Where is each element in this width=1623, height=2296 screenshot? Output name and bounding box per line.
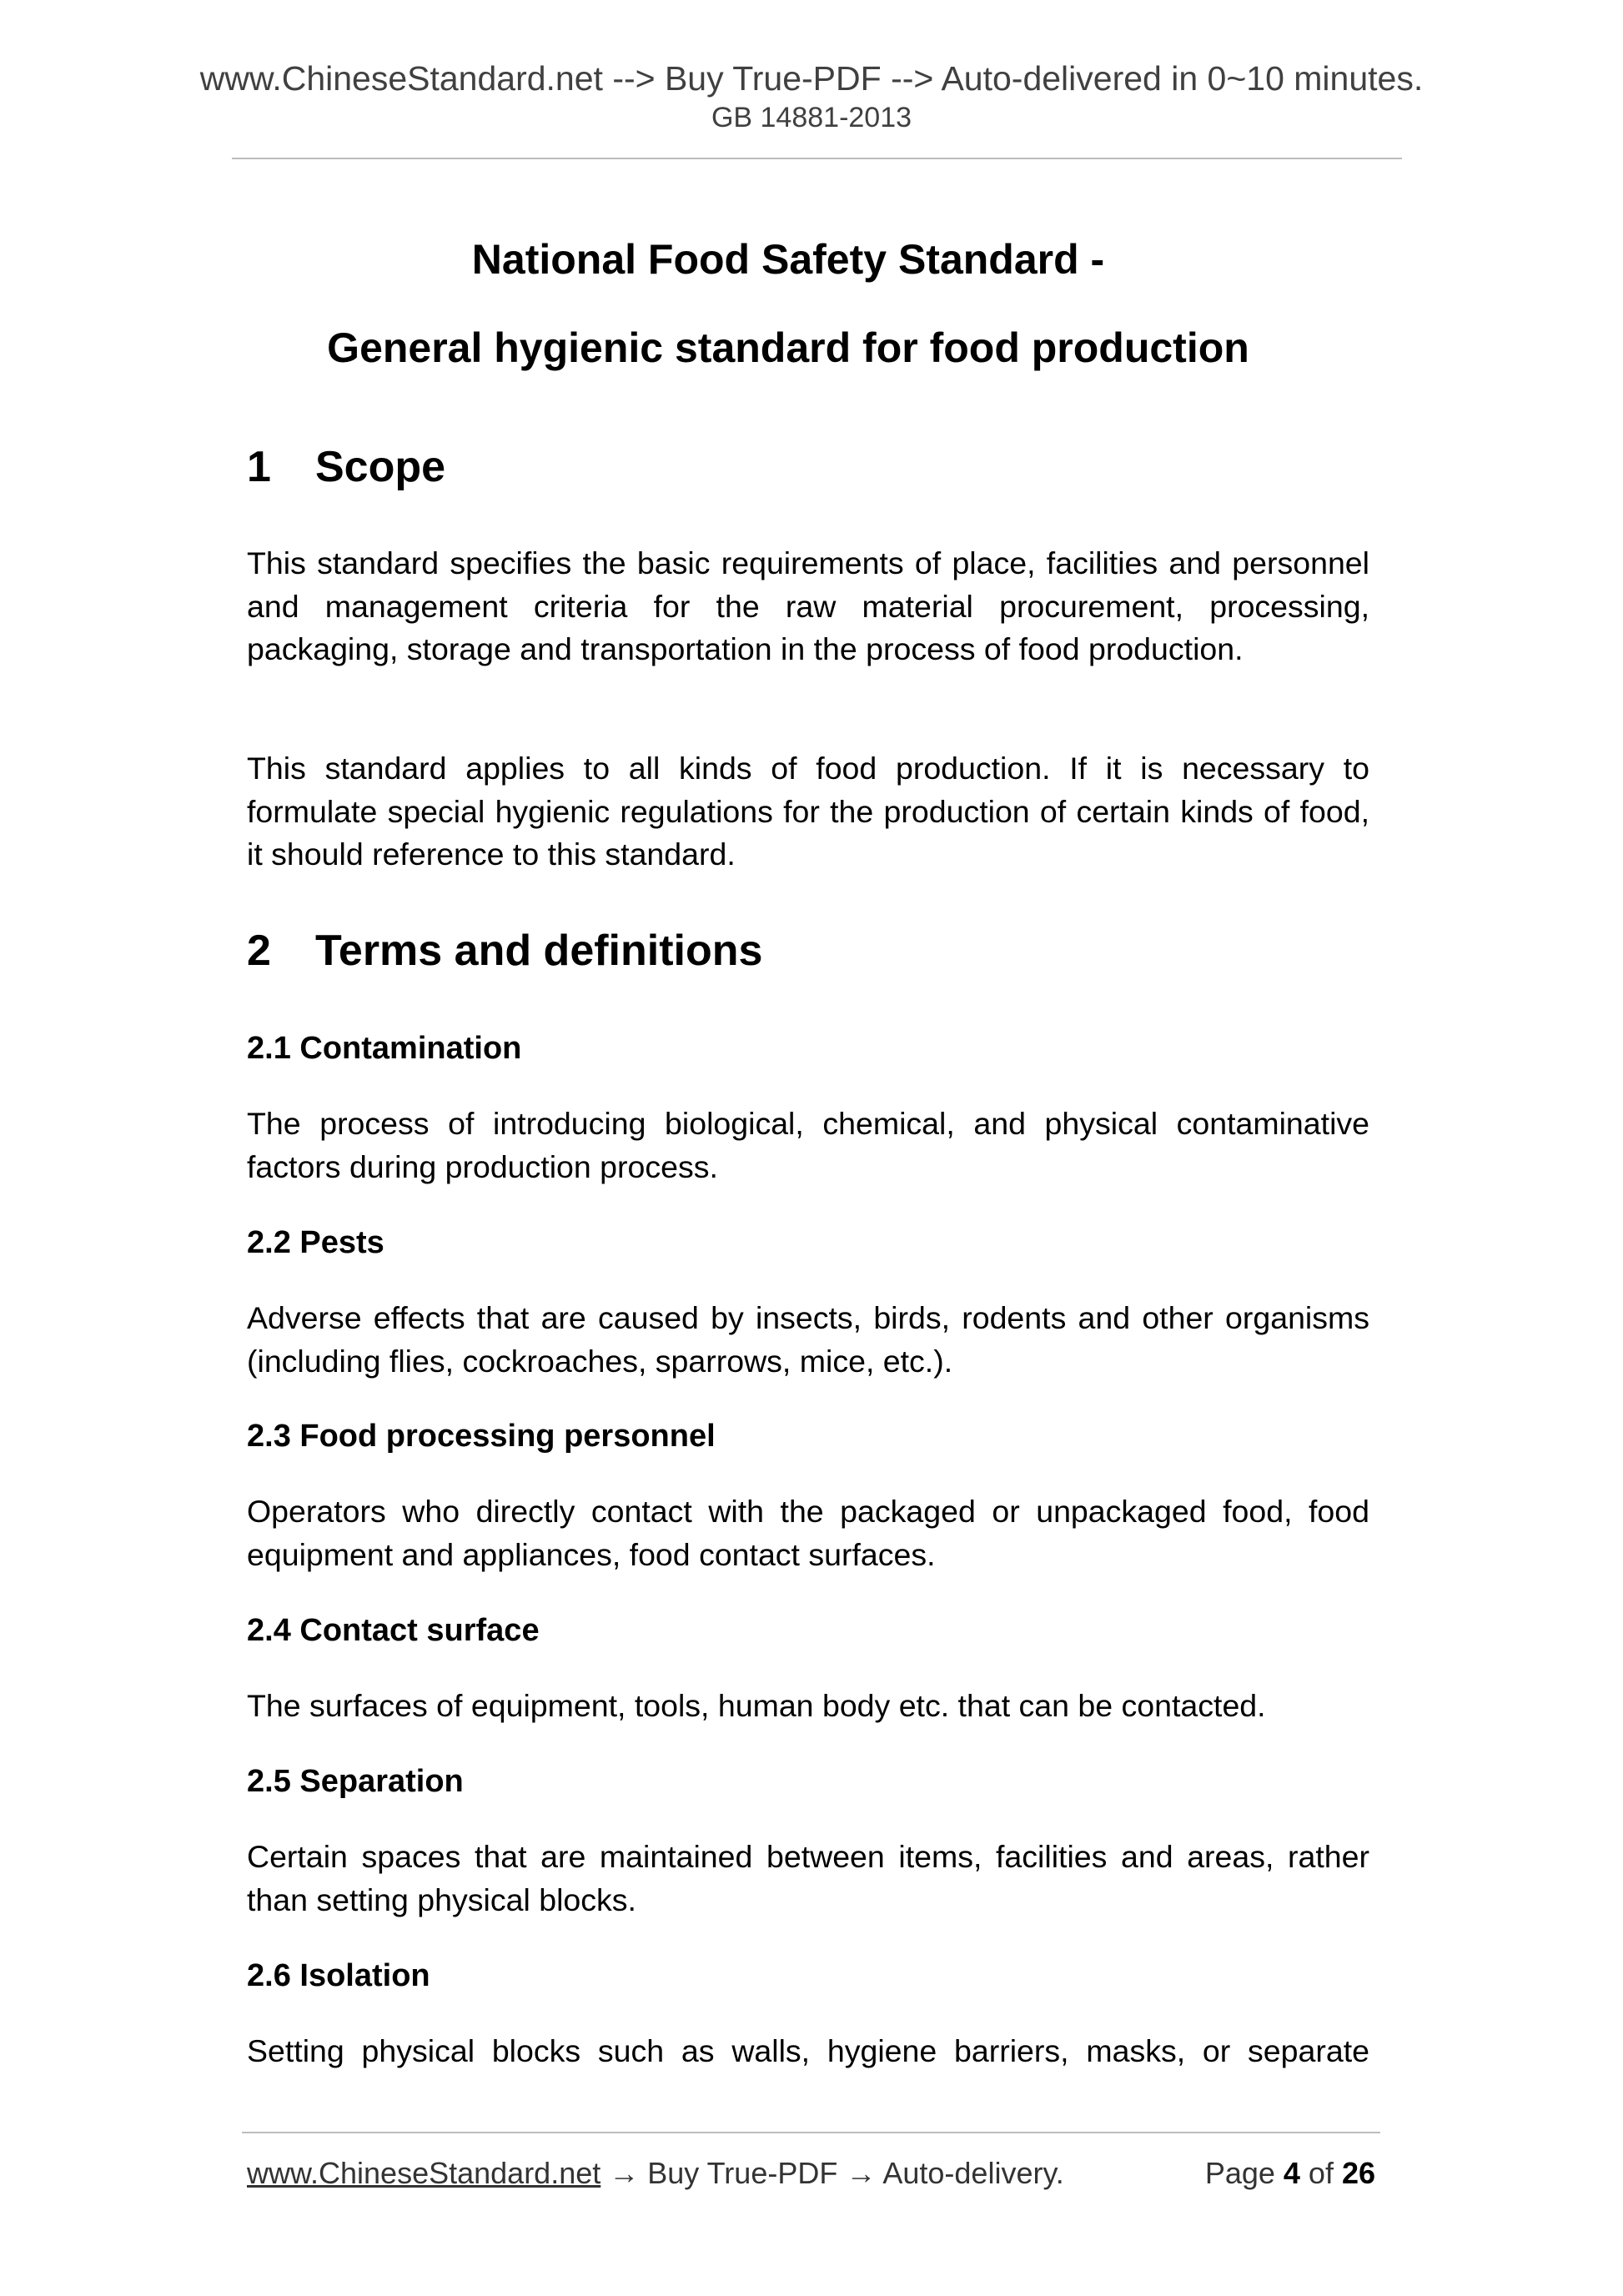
term-definition-isolation: Setting physical blocks such as walls, hygiene barriers, masks, or separate bbox=[247, 2033, 1369, 2068]
term-definition-contamination: The process of introducing biological, chemical, and physical contaminative factors during production process. bbox=[247, 1106, 1369, 1184]
footer-delivery-text: Auto-delivery. bbox=[882, 2156, 1064, 2190]
section-number: 2 bbox=[247, 927, 271, 975]
header-divider bbox=[232, 158, 1402, 159]
section-title: Scope bbox=[315, 443, 446, 491]
term-definition-separation: Certain spaces that are maintained between items, facilities and areas, rather than setting physical blocks. bbox=[247, 1839, 1369, 1917]
page-label: Page bbox=[1204, 2156, 1284, 2190]
page-current: 4 bbox=[1283, 2156, 1300, 2190]
term-heading-food-processing-personnel: 2.3 Food processing personnel bbox=[247, 1419, 716, 1454]
section-title: Terms and definitions bbox=[315, 927, 763, 975]
section-heading-scope bbox=[247, 445, 445, 489]
standard-code: GB 14881-2013 bbox=[711, 102, 912, 133]
term-heading-isolation: 2.6 Isolation bbox=[247, 1958, 430, 1993]
footer-links bbox=[247, 2158, 1064, 2188]
page-number bbox=[1205, 2158, 1375, 2188]
page-of: of bbox=[1299, 2156, 1342, 2190]
term-definition-pests: Adverse effects that are caused by insects, birds, rodents and other organisms (including flies, cockroaches, sparrows, mice, etc.). bbox=[247, 1300, 1369, 1379]
header-banner: www.ChineseStandard.net --> Buy True-PDF --> Auto-delivered in 0~10 minutes. bbox=[199, 59, 1424, 98]
term-heading-contact-surface: 2.4 Contact surface bbox=[247, 1613, 540, 1648]
section-heading-terms bbox=[247, 927, 763, 975]
term-heading-contamination: 2.1 Contamination bbox=[247, 1031, 522, 1066]
footer-divider bbox=[242, 2132, 1380, 2133]
footer-site-link[interactable]: www.ChineseStandard.net bbox=[247, 2156, 601, 2190]
scope-paragraph-2: This standard applies to all kinds of food production. If it is necessary to formulate special hygienic regulations for the production of certain kinds of food, it should reference to this standard. bbox=[247, 751, 1369, 872]
arrow-right-icon: → bbox=[600, 2156, 648, 2190]
term-definition-contact-surface: The surfaces of equipment, tools, human body etc. that can be contacted. bbox=[247, 1688, 1266, 1723]
term-heading-pests: 2.2 Pests bbox=[247, 1225, 384, 1260]
document-title-line-2: General hygienic standard for food production bbox=[327, 324, 1249, 371]
term-heading-separation: 2.5 Separation bbox=[247, 1764, 464, 1799]
term-definition-food-processing-personnel: Operators who directly contact with the packaged or unpackaged food, food equipment and appliances, food contact surfaces. bbox=[247, 1494, 1369, 1572]
document-title-line-1: National Food Safety Standard - bbox=[471, 236, 1105, 283]
arrow-right-icon: → bbox=[837, 2156, 883, 2190]
scope-paragraph-1: This standard specifies the basic requirements of place, facilities and personnel and management criteria for the raw material procurement, processing, packaging, storage and transportation in the process of food production. bbox=[247, 545, 1369, 666]
footer-buy-text: Buy True-PDF bbox=[647, 2156, 838, 2190]
page-total: 26 bbox=[1341, 2156, 1375, 2190]
section-number: 1 bbox=[247, 443, 271, 491]
